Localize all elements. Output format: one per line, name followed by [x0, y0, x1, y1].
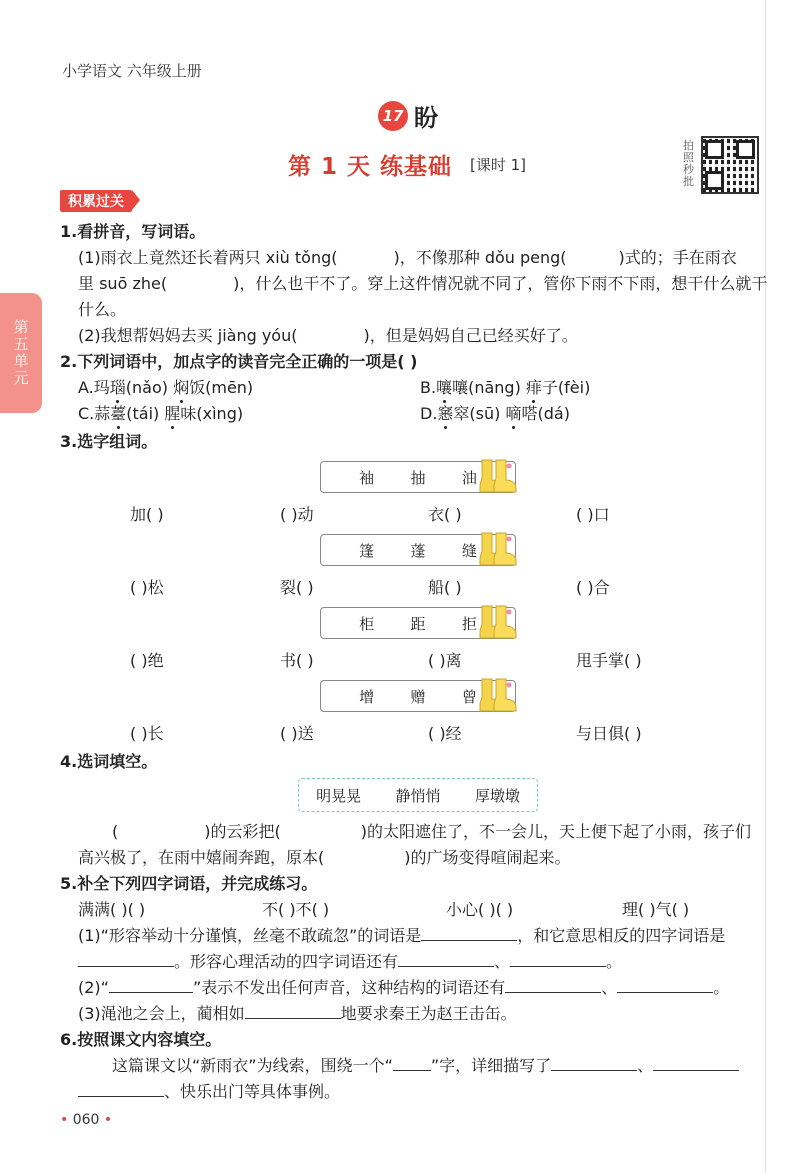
qr-code-icon[interactable]: [701, 136, 759, 194]
q3-item: 加( ): [130, 505, 164, 524]
q3-item: ( )口: [576, 505, 610, 524]
q3-item: 与日俱( ): [576, 724, 642, 743]
page-edge-rule: [765, 0, 766, 1173]
q5-line2: 。形容心理活动的四字词语还有 、 。: [78, 950, 622, 974]
boots-icon: [476, 456, 520, 496]
q3-item: ( )经: [428, 724, 462, 743]
q3-item: 衣( ): [428, 505, 462, 524]
q3-item: ( )松: [130, 578, 164, 597]
q4-line2: 高兴极了，在雨中嬉闹奔跑，原本( )的广场变得喧闹起来。: [78, 848, 571, 867]
book-header: 小学语文 六年级上册: [62, 62, 202, 80]
q5-line1: (1)“形容举动十分谨慎，丝毫不敢疏忽”的词语是 ，和它意思相反的四字词语是: [78, 926, 726, 945]
lesson-number-badge: 17: [378, 101, 408, 131]
q5-word: 满满( )( ): [78, 900, 146, 919]
q5-word: 不( )不( ): [262, 900, 330, 919]
q3-item: 裂( ): [280, 578, 314, 597]
q1-line3: 什么。: [78, 300, 127, 319]
q2-option-d[interactable]: D.窸窣(sū) 嘀嗒(dá): [420, 404, 570, 423]
q6-line2: 、快乐出门等具体事例。: [78, 1080, 340, 1104]
q3-item: 船( ): [428, 578, 462, 597]
qr-label: 拍照秒批: [683, 139, 694, 188]
q1-line4: (2)我想帮妈妈去买 jiàng yóu( )，但是妈妈自己已经买好了。: [78, 326, 578, 345]
q6-line1: 这篇课文以“新雨衣”为线索，围绕一个“ ”字，详细描写了 、: [112, 1054, 739, 1078]
section-tag: 积累过关: [60, 190, 132, 212]
q1-line2: 里 suō zhe( )，什么也干不了。穿上这件情况就不同了，管你下雨不下雨，想干什么就干: [78, 274, 768, 293]
q3-item: ( )送: [280, 724, 314, 743]
q2-title: 2.下列词语中，加点字的读音完全正确的一项是( ): [60, 352, 418, 371]
q6-title: 6.按照课文内容填空。: [60, 1030, 222, 1049]
q2-option-c[interactable]: C.蒜薹(tái) 腥味(xìng): [78, 404, 244, 423]
q2-option-b[interactable]: B.嚷嚷(nāng) 痱子(fèi): [420, 378, 591, 397]
word-choice-box: 明晃晃 静悄悄 厚墩墩: [298, 778, 538, 812]
q3-item: ( )合: [576, 578, 610, 597]
q5-line3: (2)“ ”表示不发出任何声音，这种结构的词语还有 、 。: [78, 978, 730, 997]
char-choice-box: 柜 距 拒: [320, 607, 516, 639]
q4-line1: ( )的云彩把( )的太阳遮住了，不一会儿，天上便下起了小雨，孩子们: [112, 822, 751, 841]
lesson-heading: [378, 98, 438, 133]
q3-item: 书( ): [280, 651, 314, 670]
char-choice-box: 增 赠 曾: [320, 680, 516, 712]
char-choice-box: 篷 蓬 缝: [320, 534, 516, 566]
q5-title: 5.补全下列四字词语，并完成练习。: [60, 874, 318, 893]
boots-icon: [476, 675, 520, 715]
q3-item: ( )离: [428, 651, 462, 670]
q1-line1: (1)雨衣上竟然还长着两只 xiù tǒng( )，不像那种 dǒu peng( )式的；手在雨衣: [78, 248, 737, 267]
q5-word: 小心( )( ): [446, 900, 514, 919]
q3-item: 甩手掌( ): [576, 651, 642, 670]
lesson-title: 盼: [414, 104, 438, 132]
q5-word: 理( )气( ): [622, 900, 690, 919]
q3-item: ( )动: [280, 505, 314, 524]
boots-icon: [476, 529, 520, 569]
q3-item: ( )绝: [130, 651, 164, 670]
q3-title: 3.选字组词。: [60, 432, 158, 451]
lesson-period: [课时 1]: [470, 156, 527, 174]
unit-side-tab: 第五单元: [0, 293, 42, 413]
q2-option-a[interactable]: A.玛瑙(nǎo) 焖饭(mēn): [78, 378, 254, 397]
q1-title: 1.看拼音，写词语。: [60, 222, 206, 241]
q5-line4: (3)渑池之会上，蔺相如 地要求秦王为赵王击缶。: [78, 1004, 517, 1023]
q4-title: 4.选词填空。: [60, 752, 158, 771]
day-title: 第 1 天 练基础: [288, 154, 453, 180]
page-number: • 060 •: [60, 1112, 113, 1128]
char-choice-box: 袖 抽 油: [320, 461, 516, 493]
q3-item: ( )长: [130, 724, 164, 743]
boots-icon: [476, 602, 520, 642]
